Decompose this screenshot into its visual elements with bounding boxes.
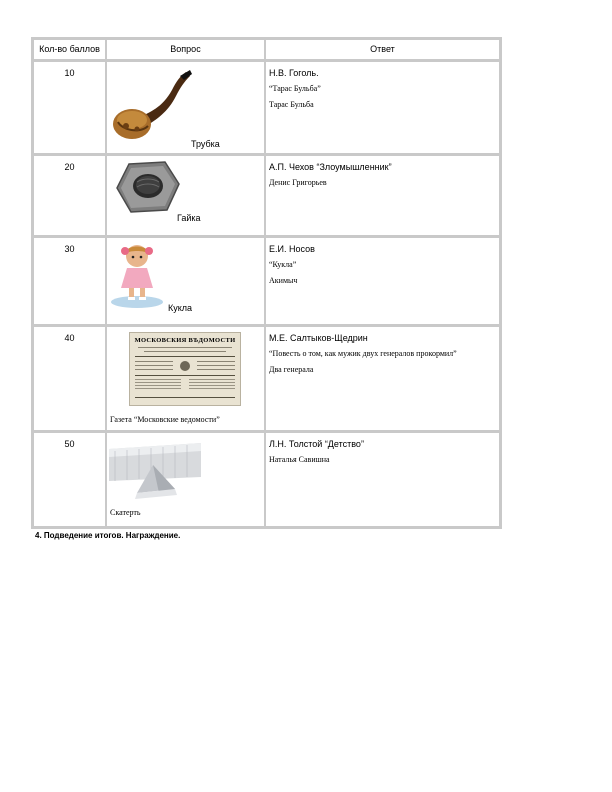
row3-points: 30 bbox=[34, 238, 105, 324]
row1-points: 10 bbox=[34, 62, 105, 153]
section-heading: 4. Подведение итогов. Награждение. bbox=[35, 531, 181, 540]
row3-answer-line: “Кукла” bbox=[269, 260, 297, 269]
quiz-table bbox=[31, 37, 502, 529]
row4-question bbox=[107, 327, 264, 430]
row5-answer-title: Л.Н. Толстой “Детство” bbox=[269, 439, 364, 449]
row4-caption: Газета “Московские ведомости” bbox=[110, 415, 220, 424]
row5-question bbox=[107, 433, 264, 526]
header-question: Вопрос bbox=[107, 40, 264, 59]
row5-answer-line: Наталья Савишна bbox=[269, 455, 330, 464]
row4-answer bbox=[266, 327, 499, 430]
row4-answer-line: Два генерала bbox=[269, 365, 314, 374]
header-answer: Ответ bbox=[266, 40, 499, 59]
row2-points: 20 bbox=[34, 156, 105, 235]
row1-answer-line: “Тарас Бульба” bbox=[269, 84, 321, 93]
row3-answer-title: Е.И. Носов bbox=[269, 244, 315, 254]
row3-caption: Кукла bbox=[168, 303, 193, 313]
row5-answer bbox=[266, 433, 499, 526]
header-points: Кол-во баллов bbox=[34, 40, 105, 59]
row1-answer bbox=[266, 62, 499, 153]
row1-answer-title: Н.В. Гоголь. bbox=[269, 68, 319, 78]
row5-points: 50 bbox=[34, 433, 105, 526]
hex-nut-image bbox=[115, 160, 181, 214]
row5-caption: Скатерть bbox=[110, 508, 141, 517]
row3-answer bbox=[266, 238, 499, 324]
row3-question bbox=[107, 238, 264, 324]
newspaper-body-text bbox=[130, 344, 240, 404]
row2-question bbox=[107, 156, 264, 235]
doll-image bbox=[107, 242, 169, 310]
newspaper-image bbox=[129, 332, 241, 406]
row4-points: 40 bbox=[34, 327, 105, 430]
tablecloth-image bbox=[107, 437, 203, 503]
row1-question bbox=[107, 62, 264, 153]
row2-answer bbox=[266, 156, 499, 235]
row2-answer-title: А.П. Чехов “Злоумышленник” bbox=[269, 162, 392, 172]
row2-caption: Гайка bbox=[177, 213, 201, 223]
row1-answer-line: Тарас Бульба bbox=[269, 100, 314, 109]
row1-caption: Трубка bbox=[191, 139, 220, 149]
row4-answer-line: “Повесть о том, как мужик двух генералов прокормил” bbox=[269, 349, 457, 358]
row3-answer-line: Акимыч bbox=[269, 276, 298, 285]
newspaper-masthead: МОСКОВСКИЯ ВѢДОМОСТИ bbox=[134, 337, 236, 344]
row2-answer-line: Денис Григорьев bbox=[269, 178, 327, 187]
row4-answer-title: М.Е. Салтыков-Щедрин bbox=[269, 333, 368, 343]
smoking-pipe-image bbox=[110, 68, 192, 142]
